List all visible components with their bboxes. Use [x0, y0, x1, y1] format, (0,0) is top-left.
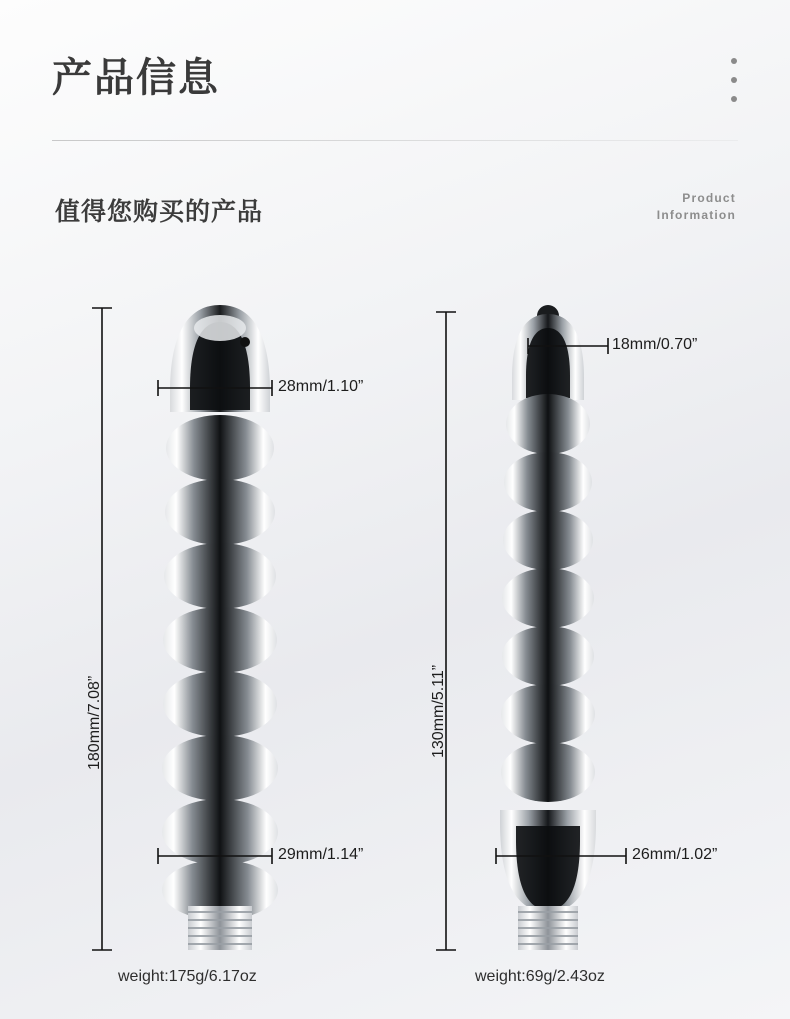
product-head-left — [170, 305, 270, 412]
page-header — [0, 0, 790, 140]
kebab-dot — [731, 96, 737, 102]
section-subtitle: 值得您购买的产品 — [55, 198, 264, 226]
product-head-right — [512, 305, 584, 400]
product-thread-left — [188, 906, 252, 950]
dimension-bottom-width-left: 29mm/1.14” — [278, 846, 364, 863]
product-figure-left — [60, 300, 400, 1000]
dimension-top-width-left: 28mm/1.10” — [278, 378, 364, 395]
section-english-line2: Information — [656, 208, 736, 222]
kebab-dot — [731, 77, 737, 83]
product-thread-right — [518, 906, 578, 950]
kebab-menu-icon[interactable] — [730, 58, 738, 102]
product-beads-right — [501, 394, 595, 802]
section-english-line1: Product — [682, 191, 736, 205]
dimension-top-width-right: 18mm/0.70” — [612, 336, 698, 353]
caption-weight-left: weight:175g/6.17oz — [118, 968, 257, 985]
dimension-height-left: 180mm/7.08” — [86, 675, 103, 770]
dimension-bottom-width-right: 26mm/1.02” — [632, 846, 718, 863]
page-title: 产品信息 — [52, 56, 220, 100]
caption-weight-right: weight:69g/2.43oz — [475, 968, 605, 985]
kebab-dot — [731, 58, 737, 64]
header-divider — [52, 140, 738, 141]
product-figure-right — [400, 300, 740, 1000]
product-base-right — [500, 810, 596, 912]
product-illustration-right — [400, 300, 740, 1000]
dimension-height-right: 130mm/5.11” — [430, 664, 447, 758]
section-english-label — [657, 190, 736, 224]
product-beads-left — [162, 415, 278, 920]
product-illustration-left — [60, 300, 400, 1000]
